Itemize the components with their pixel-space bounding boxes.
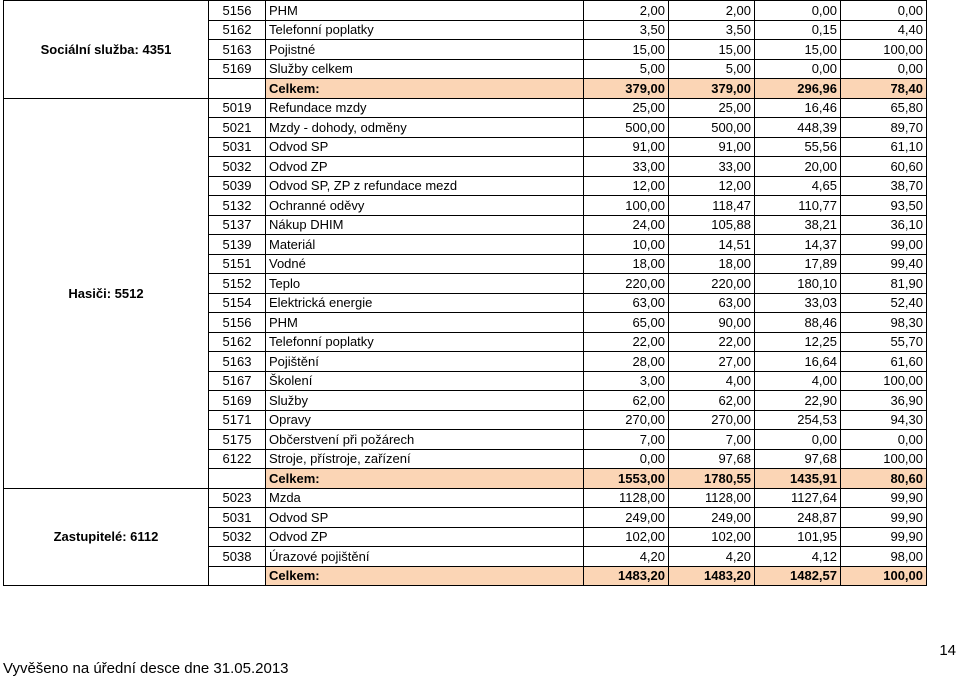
- item-name: Občerstvení při požárech: [266, 430, 584, 450]
- section-label: Sociální služba: 4351: [4, 1, 209, 99]
- item-name: PHM: [266, 1, 584, 21]
- value-percent: 0,00: [841, 1, 927, 21]
- value-approved: 65,00: [584, 313, 669, 333]
- value-adjusted: 4,20: [669, 547, 755, 567]
- item-code: 5163: [209, 40, 266, 60]
- value-actual: 38,21: [755, 215, 841, 235]
- value-adjusted: 4,00: [669, 371, 755, 391]
- item-code: 5169: [209, 59, 266, 79]
- value-actual: 4,12: [755, 547, 841, 567]
- table-row: [4, 98, 927, 118]
- total-value: 296,96: [755, 79, 841, 99]
- total-value: 379,00: [584, 79, 669, 99]
- total-spacer: [209, 566, 266, 586]
- table-row: [4, 488, 927, 508]
- value-actual: 15,00: [755, 40, 841, 60]
- value-percent: 38,70: [841, 176, 927, 196]
- total-value: 1483,20: [669, 566, 755, 586]
- item-name: Pojistné: [266, 40, 584, 60]
- value-percent: 65,80: [841, 98, 927, 118]
- value-adjusted: 14,51: [669, 235, 755, 255]
- value-adjusted: 33,00: [669, 157, 755, 177]
- item-code: 5031: [209, 508, 266, 528]
- value-percent: 99,90: [841, 508, 927, 528]
- value-percent: 98,00: [841, 547, 927, 567]
- item-name: Nákup DHIM: [266, 215, 584, 235]
- item-code: 5169: [209, 391, 266, 411]
- total-value: 1483,20: [584, 566, 669, 586]
- value-adjusted: 12,00: [669, 176, 755, 196]
- value-approved: 15,00: [584, 40, 669, 60]
- value-actual: 14,37: [755, 235, 841, 255]
- value-approved: 7,00: [584, 430, 669, 450]
- value-percent: 55,70: [841, 332, 927, 352]
- total-label: Celkem:: [266, 566, 584, 586]
- value-adjusted: 91,00: [669, 137, 755, 157]
- total-value: 100,00: [841, 566, 927, 586]
- item-code: 5137: [209, 215, 266, 235]
- value-actual: 101,95: [755, 527, 841, 547]
- item-code: 5156: [209, 1, 266, 21]
- value-approved: 220,00: [584, 274, 669, 294]
- item-name: Refundace mzdy: [266, 98, 584, 118]
- item-code: 5139: [209, 235, 266, 255]
- value-percent: 99,00: [841, 235, 927, 255]
- total-label: Celkem:: [266, 79, 584, 99]
- item-name: Teplo: [266, 274, 584, 294]
- value-approved: 270,00: [584, 410, 669, 430]
- item-name: Odvod SP, ZP z refundace mezd: [266, 176, 584, 196]
- item-code: 5151: [209, 254, 266, 274]
- value-approved: 63,00: [584, 293, 669, 313]
- item-code: 5032: [209, 527, 266, 547]
- value-adjusted: 105,88: [669, 215, 755, 235]
- value-approved: 24,00: [584, 215, 669, 235]
- budget-table: [3, 0, 927, 586]
- item-name: Mzdy - dohody, odměny: [266, 118, 584, 138]
- item-name: Vodné: [266, 254, 584, 274]
- value-actual: 55,56: [755, 137, 841, 157]
- value-approved: 102,00: [584, 527, 669, 547]
- item-code: 5032: [209, 157, 266, 177]
- posted-notice: Vyvěšeno na úřední desce dne 31.05.2013: [3, 660, 289, 677]
- value-approved: 3,00: [584, 371, 669, 391]
- item-name: Telefonní poplatky: [266, 332, 584, 352]
- value-adjusted: 7,00: [669, 430, 755, 450]
- value-actual: 248,87: [755, 508, 841, 528]
- value-adjusted: 1128,00: [669, 488, 755, 508]
- value-adjusted: 102,00: [669, 527, 755, 547]
- item-code: 5019: [209, 98, 266, 118]
- value-approved: 28,00: [584, 352, 669, 372]
- value-adjusted: 249,00: [669, 508, 755, 528]
- value-adjusted: 15,00: [669, 40, 755, 60]
- value-approved: 22,00: [584, 332, 669, 352]
- item-name: Služby celkem: [266, 59, 584, 79]
- item-name: Odvod ZP: [266, 157, 584, 177]
- value-percent: 89,70: [841, 118, 927, 138]
- value-adjusted: 118,47: [669, 196, 755, 216]
- value-approved: 91,00: [584, 137, 669, 157]
- value-approved: 249,00: [584, 508, 669, 528]
- item-name: Pojištění: [266, 352, 584, 372]
- value-approved: 5,00: [584, 59, 669, 79]
- section-label: Hasiči: 5512: [4, 98, 209, 488]
- total-value: 80,60: [841, 469, 927, 489]
- item-code: 5152: [209, 274, 266, 294]
- item-name: Odvod SP: [266, 137, 584, 157]
- item-name: Opravy: [266, 410, 584, 430]
- total-value: 379,00: [669, 79, 755, 99]
- total-value: 1553,00: [584, 469, 669, 489]
- value-actual: 1127,64: [755, 488, 841, 508]
- value-adjusted: 18,00: [669, 254, 755, 274]
- value-actual: 22,90: [755, 391, 841, 411]
- value-actual: 4,65: [755, 176, 841, 196]
- value-percent: 36,10: [841, 215, 927, 235]
- section-label: Zastupitelé: 6112: [4, 488, 209, 586]
- item-code: 5175: [209, 430, 266, 450]
- value-percent: 100,00: [841, 449, 927, 469]
- item-code: 5021: [209, 118, 266, 138]
- item-code: 5156: [209, 313, 266, 333]
- total-value: 1482,57: [755, 566, 841, 586]
- value-actual: 33,03: [755, 293, 841, 313]
- value-adjusted: 27,00: [669, 352, 755, 372]
- value-actual: 17,89: [755, 254, 841, 274]
- value-adjusted: 270,00: [669, 410, 755, 430]
- value-approved: 500,00: [584, 118, 669, 138]
- item-name: PHM: [266, 313, 584, 333]
- value-actual: 180,10: [755, 274, 841, 294]
- total-label: Celkem:: [266, 469, 584, 489]
- value-adjusted: 63,00: [669, 293, 755, 313]
- item-code: 5162: [209, 20, 266, 40]
- value-approved: 18,00: [584, 254, 669, 274]
- item-code: 5171: [209, 410, 266, 430]
- total-value: 1435,91: [755, 469, 841, 489]
- value-actual: 0,00: [755, 1, 841, 21]
- value-approved: 33,00: [584, 157, 669, 177]
- value-percent: 4,40: [841, 20, 927, 40]
- value-approved: 4,20: [584, 547, 669, 567]
- value-actual: 110,77: [755, 196, 841, 216]
- page-number: 14: [939, 642, 956, 659]
- value-actual: 4,00: [755, 371, 841, 391]
- value-percent: 94,30: [841, 410, 927, 430]
- value-approved: 25,00: [584, 98, 669, 118]
- item-code: 6122: [209, 449, 266, 469]
- value-actual: 0,00: [755, 430, 841, 450]
- value-actual: 16,46: [755, 98, 841, 118]
- item-code: 5167: [209, 371, 266, 391]
- value-percent: 99,90: [841, 527, 927, 547]
- value-approved: 2,00: [584, 1, 669, 21]
- value-percent: 81,90: [841, 274, 927, 294]
- total-spacer: [209, 79, 266, 99]
- item-name: Elektrická energie: [266, 293, 584, 313]
- item-code: 5162: [209, 332, 266, 352]
- value-actual: 0,00: [755, 59, 841, 79]
- total-value: 1780,55: [669, 469, 755, 489]
- value-actual: 16,64: [755, 352, 841, 372]
- value-percent: 99,40: [841, 254, 927, 274]
- value-adjusted: 500,00: [669, 118, 755, 138]
- item-code: 5031: [209, 137, 266, 157]
- value-actual: 448,39: [755, 118, 841, 138]
- item-name: Mzda: [266, 488, 584, 508]
- item-code: 5154: [209, 293, 266, 313]
- value-adjusted: 3,50: [669, 20, 755, 40]
- item-code: 5039: [209, 176, 266, 196]
- total-value: 78,40: [841, 79, 927, 99]
- value-adjusted: 25,00: [669, 98, 755, 118]
- value-percent: 0,00: [841, 430, 927, 450]
- value-percent: 98,30: [841, 313, 927, 333]
- value-actual: 0,15: [755, 20, 841, 40]
- item-code: 5023: [209, 488, 266, 508]
- value-actual: 12,25: [755, 332, 841, 352]
- value-adjusted: 90,00: [669, 313, 755, 333]
- table-row: [4, 1, 927, 21]
- value-percent: 60,60: [841, 157, 927, 177]
- item-name: Telefonní poplatky: [266, 20, 584, 40]
- item-name: Ochranné oděvy: [266, 196, 584, 216]
- value-actual: 97,68: [755, 449, 841, 469]
- value-approved: 12,00: [584, 176, 669, 196]
- value-percent: 52,40: [841, 293, 927, 313]
- value-approved: 1128,00: [584, 488, 669, 508]
- item-code: 5132: [209, 196, 266, 216]
- total-spacer: [209, 469, 266, 489]
- value-approved: 3,50: [584, 20, 669, 40]
- value-percent: 100,00: [841, 371, 927, 391]
- value-adjusted: 97,68: [669, 449, 755, 469]
- value-adjusted: 220,00: [669, 274, 755, 294]
- value-approved: 10,00: [584, 235, 669, 255]
- item-name: Školení: [266, 371, 584, 391]
- value-approved: 62,00: [584, 391, 669, 411]
- value-percent: 100,00: [841, 40, 927, 60]
- value-adjusted: 62,00: [669, 391, 755, 411]
- value-actual: 20,00: [755, 157, 841, 177]
- value-actual: 88,46: [755, 313, 841, 333]
- value-adjusted: 2,00: [669, 1, 755, 21]
- value-adjusted: 22,00: [669, 332, 755, 352]
- value-actual: 254,53: [755, 410, 841, 430]
- value-percent: 93,50: [841, 196, 927, 216]
- item-code: 5038: [209, 547, 266, 567]
- item-code: 5163: [209, 352, 266, 372]
- item-name: Služby: [266, 391, 584, 411]
- item-name: Stroje, přístroje, zařízení: [266, 449, 584, 469]
- value-approved: 100,00: [584, 196, 669, 216]
- value-percent: 61,60: [841, 352, 927, 372]
- item-name: Úrazové pojištění: [266, 547, 584, 567]
- value-percent: 36,90: [841, 391, 927, 411]
- item-name: Odvod ZP: [266, 527, 584, 547]
- value-percent: 99,90: [841, 488, 927, 508]
- value-percent: 0,00: [841, 59, 927, 79]
- item-name: Odvod SP: [266, 508, 584, 528]
- item-name: Materiál: [266, 235, 584, 255]
- value-adjusted: 5,00: [669, 59, 755, 79]
- value-percent: 61,10: [841, 137, 927, 157]
- value-approved: 0,00: [584, 449, 669, 469]
